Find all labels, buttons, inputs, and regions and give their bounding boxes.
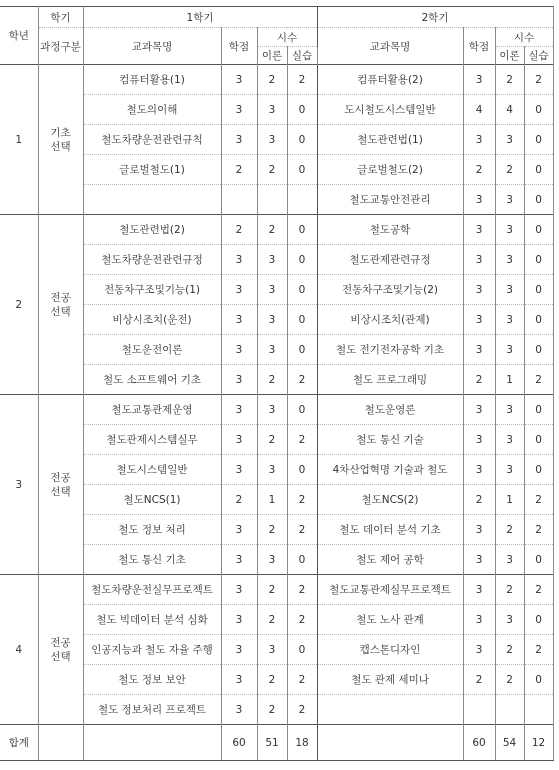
s2-practice-cell: 2 (524, 635, 553, 665)
category-text: 기초 선택 (50, 126, 71, 153)
s1-credits-cell: 3 (221, 425, 257, 455)
s2-practice-cell: 0 (524, 125, 553, 155)
s1-course-name-header: 교과목명 (83, 28, 221, 65)
s1-course-cell: 철도관련법(2) (83, 215, 221, 245)
s1-course-cell: 철도의이해 (83, 95, 221, 125)
s2-theory-cell: 2 (495, 155, 524, 185)
course-row (0, 215, 553, 245)
s2-course-cell: 철도 프로그래밍 (317, 365, 463, 395)
s1-hours-header: 시수 (257, 28, 317, 47)
s2-credits-cell (463, 695, 495, 725)
s1-theory-cell: 2 (257, 515, 287, 545)
s2-credits-cell: 3 (463, 425, 495, 455)
s1-total-credits-cell: 60 (221, 725, 257, 761)
s1-course-cell: 철도차량운전관련규칙 (83, 125, 221, 155)
s2-practice-cell: 0 (524, 185, 553, 215)
s2-credits-cell: 3 (463, 275, 495, 305)
s1-credits-cell: 3 (221, 275, 257, 305)
category-text: 전공 선택 (50, 636, 71, 663)
s1-course-cell: 철도차량운전실무프로젝트 (83, 575, 221, 605)
s1-practice-cell: 2 (287, 65, 317, 95)
total-row (0, 725, 553, 761)
s1-credits-cell: 3 (221, 695, 257, 725)
s1-course-cell: 전동차구조및기능(1) (83, 275, 221, 305)
course-row (0, 515, 553, 545)
s2-course-cell: 전동차구조및기능(2) (317, 275, 463, 305)
s1-credits-cell: 3 (221, 455, 257, 485)
s1-course-cell: 철도운전이론 (83, 335, 221, 365)
course-row (0, 335, 553, 365)
s2-theory-cell: 3 (495, 395, 524, 425)
s2-credits-cell: 2 (463, 485, 495, 515)
s2-total-credits-cell: 60 (463, 725, 495, 761)
s1-practice-cell: 2 (287, 695, 317, 725)
s1-theory-header: 이론 (257, 47, 287, 65)
s1-practice-cell: 0 (287, 215, 317, 245)
s2-credits-cell: 2 (463, 665, 495, 695)
s2-course-cell: 철도관제관련규정 (317, 245, 463, 275)
category-header: 과정구분 (38, 28, 83, 65)
s2-credits-cell: 3 (463, 635, 495, 665)
s2-course-cell: 철도 데이터 분석 기초 (317, 515, 463, 545)
s1-practice-cell: 2 (287, 425, 317, 455)
s2-total-course-cell (317, 725, 463, 761)
course-row (0, 65, 553, 95)
s1-theory-cell: 2 (257, 665, 287, 695)
s2-hours-header: 시수 (495, 28, 553, 47)
curriculum-table-body (0, 7, 553, 761)
s1-credits-cell: 3 (221, 365, 257, 395)
s2-credits-cell: 3 (463, 185, 495, 215)
s1-practice-cell: 0 (287, 395, 317, 425)
s1-theory-cell: 3 (257, 275, 287, 305)
s1-practice-cell: 0 (287, 275, 317, 305)
s2-practice-cell: 0 (524, 275, 553, 305)
s1-practice-cell: 0 (287, 455, 317, 485)
s1-practice-cell: 0 (287, 545, 317, 575)
s1-practice-cell: 0 (287, 155, 317, 185)
s2-theory-cell: 3 (495, 245, 524, 275)
semester-2-header: 2학기 (317, 7, 553, 28)
course-row (0, 575, 553, 605)
s1-theory-cell: 2 (257, 65, 287, 95)
s1-credits-cell: 3 (221, 125, 257, 155)
s2-credits-cell: 3 (463, 575, 495, 605)
s1-credits-cell: 2 (221, 155, 257, 185)
s1-practice-cell: 2 (287, 365, 317, 395)
s2-theory-cell: 3 (495, 425, 524, 455)
s2-theory-cell: 1 (495, 485, 524, 515)
s1-course-cell: 철도교통관제운영 (83, 395, 221, 425)
s2-practice-cell: 0 (524, 395, 553, 425)
s2-credits-cell: 3 (463, 605, 495, 635)
s2-total-theory-cell: 54 (495, 725, 524, 761)
total-label: 합계 (0, 725, 38, 761)
s2-theory-cell: 4 (495, 95, 524, 125)
curriculum-table (0, 6, 554, 761)
s1-practice-cell: 0 (287, 125, 317, 155)
category-text: 전공 선택 (50, 291, 71, 318)
s2-credits-cell: 3 (463, 245, 495, 275)
s1-theory-cell: 2 (257, 365, 287, 395)
s2-theory-cell: 3 (495, 335, 524, 365)
s1-practice-cell (287, 185, 317, 215)
s2-credits-cell: 3 (463, 545, 495, 575)
s1-credits-cell: 3 (221, 665, 257, 695)
course-row (0, 185, 553, 215)
s2-course-cell: 글로벌철도(2) (317, 155, 463, 185)
year-cell: 1 (0, 65, 38, 215)
s1-course-cell: 인공지능과 철도 자율 주행 (83, 635, 221, 665)
s1-theory-cell: 3 (257, 125, 287, 155)
s1-total-theory-cell: 51 (257, 725, 287, 761)
s1-credits-cell: 3 (221, 65, 257, 95)
s2-course-cell: 철도 노사 관계 (317, 605, 463, 635)
s2-course-cell: 철도공학 (317, 215, 463, 245)
s2-theory-cell: 3 (495, 545, 524, 575)
year-cell: 3 (0, 395, 38, 575)
s1-course-cell: 컴퓨터활용(1) (83, 65, 221, 95)
s2-practice-header: 실습 (524, 47, 553, 65)
s2-practice-cell: 2 (524, 65, 553, 95)
s1-total-practice-cell: 18 (287, 725, 317, 761)
s2-credits-cell: 2 (463, 365, 495, 395)
s1-credits-cell: 3 (221, 605, 257, 635)
course-row (0, 365, 553, 395)
s1-theory-cell: 2 (257, 155, 287, 185)
s1-theory-cell: 2 (257, 605, 287, 635)
s2-course-cell: 철도NCS(2) (317, 485, 463, 515)
s1-practice-cell: 2 (287, 485, 317, 515)
course-row (0, 95, 553, 125)
s2-theory-cell: 3 (495, 185, 524, 215)
s1-theory-cell: 3 (257, 455, 287, 485)
course-row (0, 695, 553, 725)
course-row (0, 275, 553, 305)
course-row (0, 665, 553, 695)
s2-credits-cell: 3 (463, 515, 495, 545)
s2-theory-cell (495, 695, 524, 725)
s2-practice-cell: 0 (524, 425, 553, 455)
s2-practice-cell: 2 (524, 575, 553, 605)
year-header: 학년 (0, 7, 38, 65)
s1-credits-header: 학점 (221, 28, 257, 65)
s2-practice-cell: 0 (524, 305, 553, 335)
s2-practice-cell: 0 (524, 335, 553, 365)
header-row-semesters (0, 7, 553, 28)
course-row (0, 425, 553, 455)
course-row (0, 155, 553, 185)
s2-practice-cell: 0 (524, 245, 553, 275)
year-cell: 4 (0, 575, 38, 725)
course-row (0, 485, 553, 515)
category-cell (38, 395, 83, 575)
s2-theory-cell: 2 (495, 665, 524, 695)
s1-course-cell: 글로벌철도(1) (83, 155, 221, 185)
s1-theory-cell: 1 (257, 485, 287, 515)
s2-credits-cell: 3 (463, 65, 495, 95)
s2-theory-cell: 3 (495, 455, 524, 485)
s1-course-cell: 철도관제시스템실무 (83, 425, 221, 455)
s2-credits-cell: 3 (463, 395, 495, 425)
s2-practice-cell: 0 (524, 605, 553, 635)
s1-course-cell (83, 185, 221, 215)
s1-practice-cell: 0 (287, 635, 317, 665)
s2-course-cell: 비상시조치(관제) (317, 305, 463, 335)
year-cell: 2 (0, 215, 38, 395)
s1-total-course-cell (83, 725, 221, 761)
s2-course-cell: 4차산업혁명 기술과 철도 (317, 455, 463, 485)
s1-course-cell: 철도 통신 기초 (83, 545, 221, 575)
s1-credits-cell: 2 (221, 485, 257, 515)
s2-course-cell: 철도교통관제실무프로젝트 (317, 575, 463, 605)
s1-credits-cell: 3 (221, 245, 257, 275)
s2-credits-cell: 3 (463, 455, 495, 485)
s1-course-cell: 철도차량운전관련규정 (83, 245, 221, 275)
s2-practice-cell: 0 (524, 155, 553, 185)
semester-1-header: 1학기 (83, 7, 317, 28)
s1-theory-cell: 3 (257, 305, 287, 335)
s2-theory-cell: 2 (495, 65, 524, 95)
s1-theory-cell: 3 (257, 245, 287, 275)
course-row (0, 635, 553, 665)
s1-course-cell: 비상시조치(운전) (83, 305, 221, 335)
s2-theory-header: 이론 (495, 47, 524, 65)
s1-theory-cell: 3 (257, 635, 287, 665)
s2-credits-header: 학점 (463, 28, 495, 65)
header-row-columns (0, 28, 553, 47)
s1-practice-cell: 0 (287, 335, 317, 365)
s2-theory-cell: 2 (495, 635, 524, 665)
s2-credits-cell: 3 (463, 215, 495, 245)
s2-total-practice-cell: 12 (524, 725, 553, 761)
s2-course-cell: 철도 제어 공학 (317, 545, 463, 575)
s2-course-cell: 컴퓨터활용(2) (317, 65, 463, 95)
s1-practice-cell: 2 (287, 605, 317, 635)
s1-theory-cell: 2 (257, 695, 287, 725)
s1-credits-cell: 3 (221, 635, 257, 665)
s2-course-cell: 철도 전기전자공학 기초 (317, 335, 463, 365)
s1-credits-cell: 2 (221, 215, 257, 245)
s2-practice-cell: 0 (524, 215, 553, 245)
s2-theory-cell: 2 (495, 515, 524, 545)
course-row (0, 605, 553, 635)
s1-theory-cell: 2 (257, 215, 287, 245)
s2-theory-cell: 3 (495, 305, 524, 335)
s1-course-cell: 철도 정보 보안 (83, 665, 221, 695)
s2-credits-cell: 2 (463, 155, 495, 185)
s1-course-cell: 철도 소프트웨어 기초 (83, 365, 221, 395)
s2-practice-cell: 0 (524, 95, 553, 125)
s1-credits-cell (221, 185, 257, 215)
s2-course-cell (317, 695, 463, 725)
s2-course-cell: 도시철도시스템일반 (317, 95, 463, 125)
s1-theory-cell (257, 185, 287, 215)
s2-practice-cell: 2 (524, 485, 553, 515)
total-category-cell (38, 725, 83, 761)
course-row (0, 305, 553, 335)
category-cell (38, 215, 83, 395)
s2-credits-cell: 4 (463, 95, 495, 125)
s2-theory-cell: 2 (495, 575, 524, 605)
s1-course-cell: 철도 빅데이터 분석 심화 (83, 605, 221, 635)
s1-course-cell: 철도시스템일반 (83, 455, 221, 485)
s1-course-cell: 철도 정보처리 프로젝트 (83, 695, 221, 725)
s2-theory-cell: 3 (495, 275, 524, 305)
s2-credits-cell: 3 (463, 305, 495, 335)
s1-course-cell: 철도 정보 처리 (83, 515, 221, 545)
s2-theory-cell: 3 (495, 605, 524, 635)
s2-course-name-header: 교과목명 (317, 28, 463, 65)
s1-practice-header: 실습 (287, 47, 317, 65)
s2-theory-cell: 3 (495, 215, 524, 245)
s1-practice-cell: 2 (287, 515, 317, 545)
s2-course-cell: 캡스톤디자인 (317, 635, 463, 665)
s1-credits-cell: 3 (221, 515, 257, 545)
s1-practice-cell: 2 (287, 665, 317, 695)
s2-credits-cell: 3 (463, 125, 495, 155)
s2-practice-cell: 0 (524, 665, 553, 695)
s1-credits-cell: 3 (221, 545, 257, 575)
s1-theory-cell: 2 (257, 575, 287, 605)
semester-header: 학기 (38, 7, 83, 28)
s2-practice-cell (524, 695, 553, 725)
s1-credits-cell: 3 (221, 305, 257, 335)
s1-course-cell: 철도NCS(1) (83, 485, 221, 515)
s1-credits-cell: 3 (221, 95, 257, 125)
course-row (0, 395, 553, 425)
s2-practice-cell: 0 (524, 545, 553, 575)
category-cell (38, 575, 83, 725)
course-row (0, 245, 553, 275)
category-text: 전공 선택 (50, 471, 71, 498)
s2-theory-cell: 1 (495, 365, 524, 395)
s1-practice-cell: 2 (287, 575, 317, 605)
s2-course-cell: 철도 통신 기술 (317, 425, 463, 455)
s1-theory-cell: 3 (257, 335, 287, 365)
s2-course-cell: 철도운영론 (317, 395, 463, 425)
s1-credits-cell: 3 (221, 335, 257, 365)
course-row (0, 125, 553, 155)
s1-practice-cell: 0 (287, 305, 317, 335)
s2-theory-cell: 3 (495, 125, 524, 155)
s1-practice-cell: 0 (287, 245, 317, 275)
s1-credits-cell: 3 (221, 575, 257, 605)
s1-theory-cell: 3 (257, 545, 287, 575)
s1-theory-cell: 3 (257, 95, 287, 125)
s1-theory-cell: 3 (257, 395, 287, 425)
s1-practice-cell: 0 (287, 95, 317, 125)
course-row (0, 455, 553, 485)
category-cell (38, 65, 83, 215)
s1-theory-cell: 2 (257, 425, 287, 455)
s2-practice-cell: 2 (524, 515, 553, 545)
s1-credits-cell: 3 (221, 395, 257, 425)
s2-course-cell: 철도 관제 세미나 (317, 665, 463, 695)
s2-course-cell: 철도관련법(1) (317, 125, 463, 155)
course-row (0, 545, 553, 575)
s2-practice-cell: 2 (524, 365, 553, 395)
s2-credits-cell: 3 (463, 335, 495, 365)
s2-course-cell: 철도교통안전관리 (317, 185, 463, 215)
s2-practice-cell: 0 (524, 455, 553, 485)
